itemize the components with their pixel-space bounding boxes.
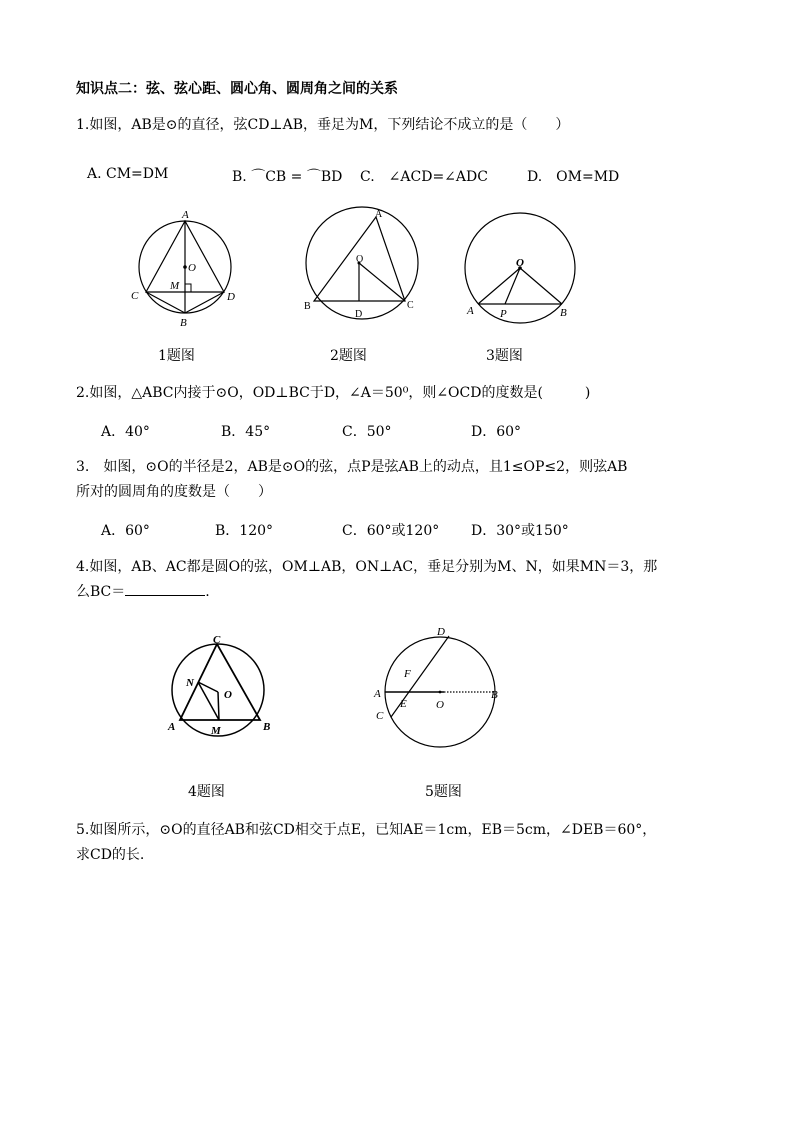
question-2-stem: 2.如图，△ABC内接于⊙O，OD⊥BC于D，∠A＝50⁰，则∠OCD的度数是( ) (76, 385, 591, 401)
q2-option-d: D．60° (471, 424, 522, 440)
figure-5-caption: 5题图 (425, 784, 462, 800)
fig5-label-c: C (376, 710, 384, 722)
fig4-label-c: C (213, 634, 221, 646)
fig1-label-b: B (180, 317, 187, 329)
fig5-label-o: O (436, 699, 444, 711)
fig3-label-o: O (516, 257, 524, 269)
q4-line2-suffix: . (205, 584, 210, 600)
question-1-stem: 1.如图，AB是⊙的直径，弦CD⊥AB，垂足为M，下列结论不成立的是（ ） (76, 117, 570, 133)
figure-2 (298, 205, 428, 325)
fig5-label-f: F (404, 668, 411, 680)
question-5-stem-line-2: 求CD的长. (76, 847, 145, 863)
figure-2-caption: 2题图 (330, 348, 367, 364)
fig4-label-o: O (224, 689, 232, 701)
figure-5 (370, 622, 510, 757)
q1-option-a: A. CM=DM (87, 166, 169, 182)
fig5-label-b: B (491, 689, 498, 701)
fig3-label-a: A (467, 305, 474, 317)
q1-option-c: C. ∠ACD=∠ADC (360, 169, 488, 185)
q3-option-d: D．30°或150° (471, 523, 569, 539)
q2-option-b: B．45° (221, 424, 271, 440)
question-3-stem-line-2: 所对的圆周角的度数是（ ） (76, 484, 272, 500)
q1-option-d: D. OM=MD (527, 169, 620, 185)
fig4-label-b: B (263, 721, 271, 733)
q3-option-b: B．120° (215, 523, 274, 539)
q1-option-b: B. ⌒CB = ⌒BD (232, 169, 343, 185)
fig1-label-m: M (170, 280, 180, 292)
fig2-label-o: O (356, 254, 364, 265)
q4-answer-blank[interactable] (125, 581, 205, 596)
question-4-stem-line-2 (76, 580, 210, 604)
fig2-label-a: A (375, 209, 383, 220)
fig5-label-a: A (374, 688, 381, 700)
fig1-label-d: D (227, 291, 235, 303)
figure-1-caption: 1题图 (158, 348, 195, 364)
figure-3-caption: 3题图 (486, 348, 523, 364)
fig1-label-o: O (188, 262, 196, 274)
fig4-label-m: M (211, 725, 221, 737)
question-5-stem-line-1: 5.如图所示，⊙O的直径AB和弦CD相交于点E，已知AE＝1cm，EB＝5cm，∠DEB＝60°， (76, 822, 657, 838)
figure-3 (460, 210, 585, 325)
fig3-label-p: P (500, 308, 507, 320)
q3-option-c: C．60°或120° (342, 523, 440, 539)
question-4-stem-line-1: 4.如图，AB、AC都是圆O的弦，OM⊥AB，ON⊥AC，垂足分别为M、N，如果MN＝3，那 (76, 559, 658, 575)
fig2-label-c: C (407, 300, 414, 311)
section-heading: 知识点二：弦、弦心距、圆心角、圆周角之间的关系 (76, 81, 398, 97)
q2-option-c: C．50° (342, 424, 392, 440)
figure-4 (162, 628, 282, 743)
fig1-label-c: C (131, 290, 139, 302)
fig4-label-n: N (186, 677, 194, 689)
fig2-label-b: B (304, 301, 311, 312)
figure-4-caption: 4题图 (188, 784, 225, 800)
q3-option-a: A．60° (101, 523, 150, 539)
fig5-label-d: D (437, 626, 445, 638)
fig3-label-b: B (560, 307, 567, 319)
q4-line2-prefix: 么BC＝ (76, 584, 126, 600)
question-3-stem-line-1: 3. 如图，⊙O的半径是2，AB是⊙O的弦，点P是弦AB上的动点，且1≤OP≤2，则弦AB (76, 459, 628, 475)
figure-1 (130, 205, 250, 335)
fig5-label-e: E (400, 698, 407, 710)
q2-option-a: A．40° (101, 424, 150, 440)
fig4-label-a: A (168, 721, 176, 733)
fig1-label-a: A (182, 209, 189, 221)
fig2-label-d: D (355, 309, 363, 320)
